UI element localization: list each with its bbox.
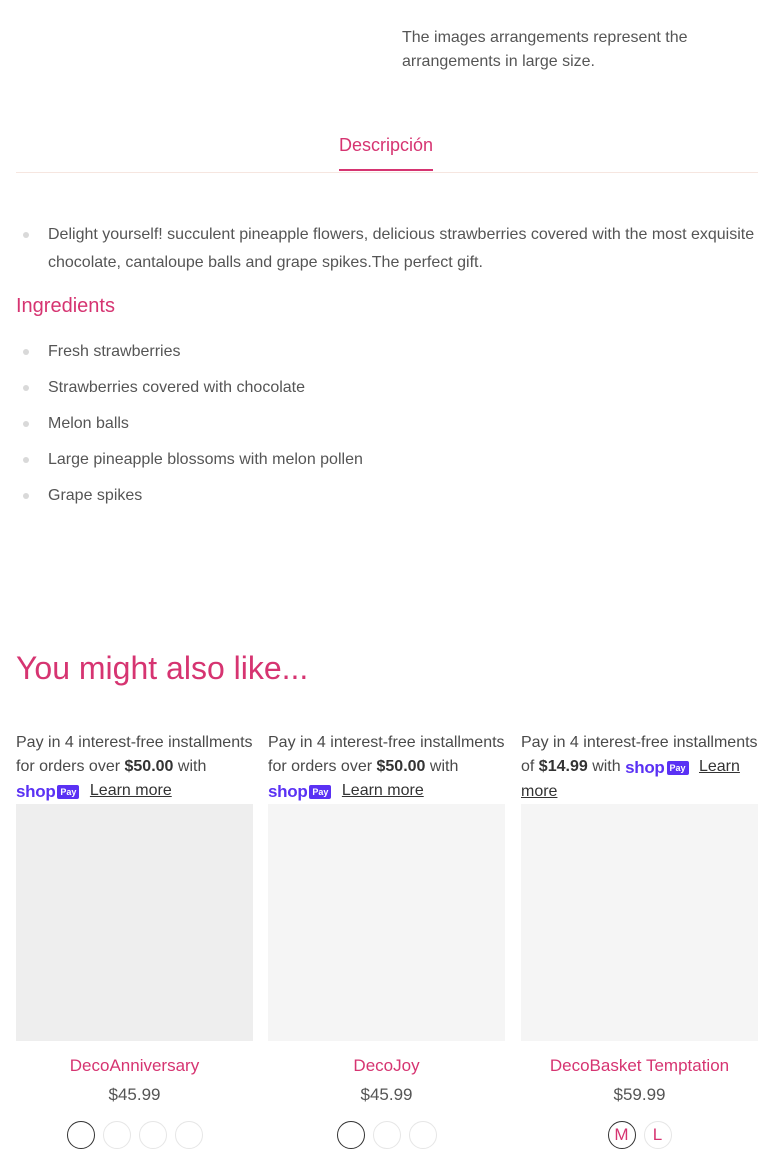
product-card-deco-joy	[268, 731, 505, 1149]
list-item	[16, 448, 758, 484]
shop-pay-shop-text: shop	[625, 758, 665, 777]
list-item	[16, 221, 758, 277]
shop-pay-logo-icon	[16, 780, 79, 804]
product-name[interactable]: DecoBasket Temptation	[549, 1056, 730, 1075]
list-item	[16, 340, 758, 376]
size-swatch[interactable]	[409, 1121, 437, 1149]
product-card-deco-anniversary	[16, 731, 253, 1149]
bullet-icon	[23, 232, 29, 238]
ingredient-text: Melon balls	[48, 415, 129, 432]
shop-pay-shop-text: shop	[16, 782, 56, 801]
product-price: $45.99	[360, 1085, 413, 1104]
product-image[interactable]	[16, 804, 253, 1041]
ingredient-text: Large pineapple blossoms with melon pollen	[48, 451, 363, 468]
product-image[interactable]	[268, 804, 505, 1041]
related-heading: You might also like...	[16, 650, 309, 686]
shop-pay-pay-text: Pay	[667, 761, 689, 775]
list-item	[16, 412, 758, 448]
size-note: The images arrangements represent the arrangements in large size.	[402, 29, 688, 70]
ingredients-heading: Ingredients	[16, 295, 115, 317]
size-swatch[interactable]	[103, 1121, 131, 1149]
product-name[interactable]: DecoJoy	[353, 1056, 420, 1075]
installments-suffix: with	[592, 758, 621, 775]
shop-pay-logo-icon	[268, 780, 331, 804]
installments-amount: $50.00	[376, 758, 426, 775]
list-item	[16, 484, 758, 520]
shop-pay-pay-text: Pay	[57, 785, 79, 799]
shop-pay-logo-icon	[625, 756, 688, 780]
product-price: $59.99	[613, 1085, 666, 1104]
size-swatch[interactable]	[175, 1121, 203, 1149]
description-list	[16, 221, 758, 277]
learn-more-link[interactable]: Learn more	[341, 782, 424, 799]
shop-pay-pay-text: Pay	[309, 785, 331, 799]
product-price: $45.99	[108, 1085, 161, 1104]
bullet-icon	[23, 421, 29, 427]
shop-pay-shop-text: shop	[268, 782, 308, 801]
bullet-icon	[23, 349, 29, 355]
size-swatches	[268, 1121, 505, 1149]
product-tabs	[16, 130, 758, 173]
installments-suffix: with	[177, 758, 207, 775]
size-swatches	[521, 1121, 758, 1149]
size-swatch-m[interactable]: M	[608, 1121, 636, 1149]
installments-message	[16, 731, 253, 804]
product-card-decobasket-temptation	[521, 731, 758, 1149]
size-swatch[interactable]	[67, 1121, 95, 1149]
installments-text: Pay in 4 interest-free installments of	[521, 734, 758, 775]
learn-more-link[interactable]: Learn more	[89, 782, 172, 799]
description-text: Delight yourself! succulent pineapple flowers, delicious strawberries covered with the most exquisite chocolate, cantaloupe balls and grape spikes.The perfect gift.	[48, 226, 755, 271]
ingredient-text: Strawberries covered with chocolate	[48, 379, 306, 396]
size-swatch[interactable]	[139, 1121, 167, 1149]
learn-more-link[interactable]: Learn more	[521, 758, 740, 800]
size-swatches	[16, 1121, 253, 1149]
list-item	[16, 376, 758, 412]
installments-suffix: with	[429, 758, 459, 775]
installments-amount: $50.00	[124, 758, 174, 775]
size-swatch[interactable]	[337, 1121, 365, 1149]
installments-amount: $14.99	[538, 758, 588, 775]
tab-description[interactable]: Descripción	[339, 135, 433, 171]
installments-text: Pay in 4 interest-free installments for orders over	[16, 734, 253, 775]
installments-message	[268, 731, 505, 804]
product-name[interactable]: DecoAnniversary	[69, 1056, 200, 1075]
ingredient-text: Grape spikes	[48, 487, 143, 504]
bullet-icon	[23, 385, 29, 391]
product-image[interactable]	[521, 804, 758, 1041]
ingredients-list	[16, 340, 758, 520]
ingredient-text: Fresh strawberries	[48, 343, 181, 360]
size-swatch-l[interactable]: L	[644, 1121, 672, 1149]
bullet-icon	[23, 493, 29, 499]
installments-message	[521, 731, 758, 804]
size-swatch[interactable]	[373, 1121, 401, 1149]
bullet-icon	[23, 457, 29, 463]
installments-text: Pay in 4 interest-free installments for orders over	[268, 734, 505, 775]
